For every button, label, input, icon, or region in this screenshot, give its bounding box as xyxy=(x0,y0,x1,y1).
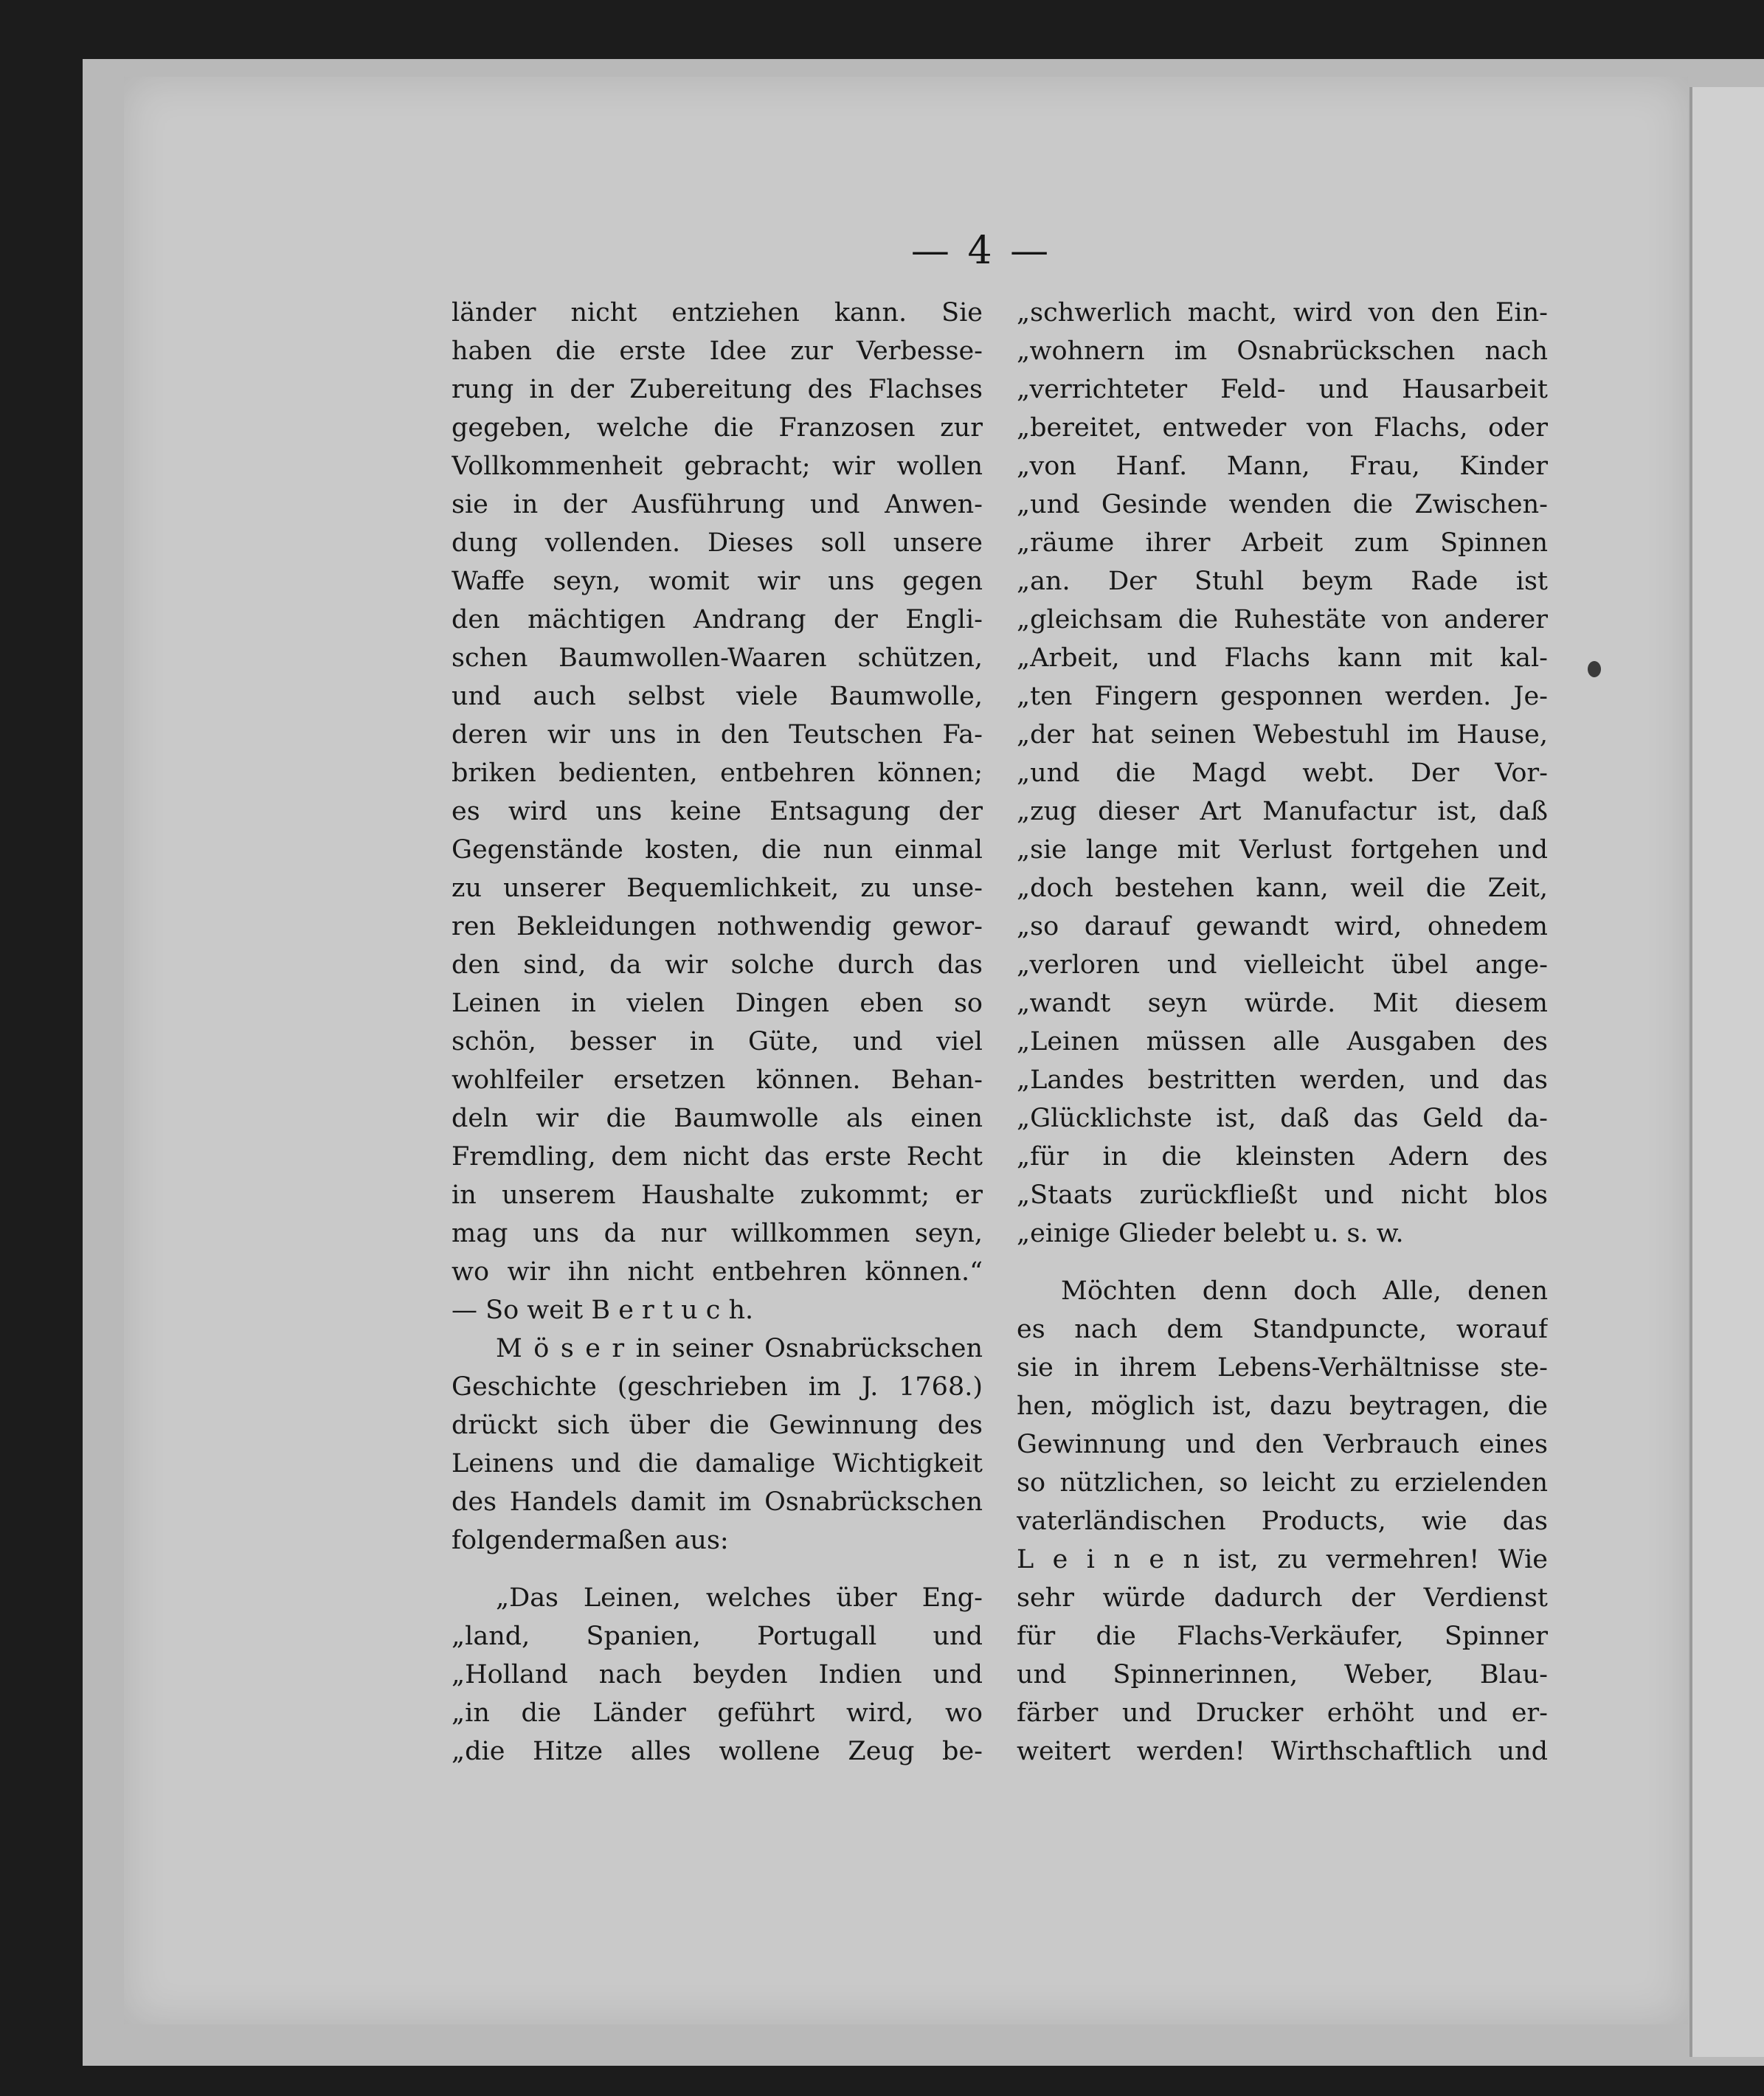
text-line: „Staats zurückfließt und nicht blos xyxy=(1017,1180,1548,1210)
text-line: dung vollenden. Dieses soll unsere xyxy=(452,528,983,558)
text-line: „einige Glieder belebt u. s. w. xyxy=(1017,1219,1404,1248)
text-line: „der hat seinen Webestuhl im Hause, xyxy=(1017,720,1548,750)
text-line: „schwerlich macht, wird von den Ein- xyxy=(1017,298,1548,328)
text-line: für die Flachs-Verkäufer, Spinner xyxy=(1017,1622,1548,1651)
text-line: weitert werden! Wirthschaftlich und xyxy=(1017,1737,1548,1766)
text-line: den mächtigen Andrang der Engli- xyxy=(452,605,983,634)
text-line: „Landes bestritten werden, und das xyxy=(1017,1065,1548,1095)
text-line: „Holland nach beyden Indien und xyxy=(452,1660,983,1689)
text-line: „gleichsam die Ruhestäte von anderer xyxy=(1017,605,1548,634)
text-line: „ten Fingern gesponnen werden. Je- xyxy=(1017,682,1548,711)
text-line: es nach dem Standpuncte, worauf xyxy=(1017,1315,1548,1344)
text-line: „von Hanf. Mann, Frau, Kinder xyxy=(1017,452,1548,481)
text-line: sie in ihrem Lebens-Verhältnisse ste- xyxy=(1017,1353,1548,1383)
text-line: „verrichteter Feld- und Hausarbeit xyxy=(1017,375,1548,404)
text-line: wohlfeiler ersetzen können. Behan- xyxy=(452,1065,983,1095)
text-line: folgendermaßen aus: xyxy=(452,1526,729,1555)
text-line: „räume ihrer Arbeit zum Spinnen xyxy=(1017,528,1548,558)
text-line: länder nicht entziehen kann. Sie xyxy=(452,298,983,328)
text-line: rung in der Zubereitung des Flachses xyxy=(452,375,983,404)
text-line: deren wir uns in den Teutschen Fa- xyxy=(452,720,983,750)
text-line: des Handels damit im Osnabrückschen xyxy=(452,1487,983,1517)
text-line: L e i n e n ist, zu vermehren! Wie xyxy=(1017,1545,1548,1574)
text-line: „bereitet, entweder von Flachs, oder xyxy=(1017,413,1548,443)
text-line: „und die Magd webt. Der Vor- xyxy=(1017,758,1548,788)
text-line: sie in der Ausführung und Anwen- xyxy=(452,490,983,519)
text-line: „wandt seyn würde. Mit diesem xyxy=(1017,989,1548,1018)
text-line: es wird uns keine Entsagung der xyxy=(452,797,983,826)
text-line: „Arbeit, und Flachs kann mit kal- xyxy=(1017,643,1548,673)
right-text-column xyxy=(1017,294,1548,1880)
text-line: haben die erste Idee zur Verbesse- xyxy=(452,336,983,366)
text-line: drückt sich über die Gewinnung des xyxy=(452,1411,983,1440)
text-line: Waffe seyn, womit wir uns gegen xyxy=(452,567,983,596)
text-line: und Spinnerinnen, Weber, Blau- xyxy=(1017,1660,1548,1689)
text-line: gegeben, welche die Franzosen zur xyxy=(452,413,983,443)
text-line: mag uns da nur willkommen seyn, xyxy=(452,1219,983,1248)
text-line: hen, möglich ist, dazu beytragen, die xyxy=(1017,1391,1548,1421)
text-line: „Leinen müssen alle Ausgaben des xyxy=(1017,1027,1548,1056)
text-line: „zug dieser Art Manufactur ist, daß xyxy=(1017,797,1548,826)
text-line: Leinens und die damalige Wichtigkeit xyxy=(452,1449,983,1478)
text-line: „wohnern im Osnabrückschen nach xyxy=(1017,336,1548,366)
text-line: „und Gesinde wenden die Zwischen- xyxy=(1017,490,1548,519)
text-line: schen Baumwollen-Waaren schützen, xyxy=(452,643,983,673)
text-line: Gegenstände kosten, die nun einmal xyxy=(452,835,983,865)
text-line: briken bedienten, entbehren können; xyxy=(452,758,983,788)
text-line: „sie lange mit Verlust fortgehen und xyxy=(1017,835,1548,865)
text-line: und auch selbst viele Baumwolle, xyxy=(452,682,983,711)
text-line: wo wir ihn nicht entbehren können.“ xyxy=(452,1257,983,1287)
text-line: vaterländischen Products, wie das xyxy=(1017,1507,1548,1536)
text-line: Möchten denn doch Alle, denen xyxy=(1061,1276,1548,1306)
text-line: „in die Länder geführt wird, wo xyxy=(452,1698,983,1728)
text-line: den sind, da wir solche durch das xyxy=(452,950,983,980)
text-line: „die Hitze alles wollene Zeug be- xyxy=(452,1737,983,1766)
left-text-column xyxy=(452,294,983,1880)
text-line: in unserem Haushalte zukommt; er xyxy=(452,1180,983,1210)
text-line: „land, Spanien, Portugall und xyxy=(452,1622,983,1651)
text-line: — So weit B e r t u c h. xyxy=(452,1296,754,1325)
text-line: so nützlichen, so leicht zu erzielenden xyxy=(1017,1468,1548,1498)
text-line: „doch bestehen kann, weil die Zeit, xyxy=(1017,874,1548,903)
text-line: „verloren und vielleicht übel ange- xyxy=(1017,950,1548,980)
text-line: „an. Der Stuhl beym Rade ist xyxy=(1017,567,1548,596)
text-line: M ö s e r in seiner Osnabrückschen xyxy=(496,1334,983,1363)
text-line: deln wir die Baumwolle als einen xyxy=(452,1104,983,1133)
text-line: schön, besser in Güte, und viel xyxy=(452,1027,983,1056)
text-line: „für in die kleinsten Adern des xyxy=(1017,1142,1548,1172)
text-line: „Glücklichste ist, daß das Geld da- xyxy=(1017,1104,1548,1133)
text-line: sehr würde dadurch der Verdienst xyxy=(1017,1583,1548,1613)
page-edge xyxy=(1689,87,1764,2057)
text-line: Vollkommenheit gebracht; wir wollen xyxy=(452,452,983,481)
ink-spot xyxy=(1588,661,1601,677)
text-line: Leinen in vielen Dingen eben so xyxy=(452,989,983,1018)
text-line: „so darauf gewandt wird, ohnedem xyxy=(1017,912,1548,941)
text-line: zu unserer Bequemlichkeit, zu unse- xyxy=(452,874,983,903)
text-line: Gewinnung und den Verbrauch eines xyxy=(1017,1430,1548,1459)
text-line: „Das Leinen, welches über Eng- xyxy=(496,1583,983,1613)
page-number: — 4 — xyxy=(910,229,1052,273)
text-line: Fremdling, dem nicht das erste Recht xyxy=(452,1142,983,1172)
text-line: färber und Drucker erhöht und er- xyxy=(1017,1698,1548,1728)
text-line: Geschichte (geschrieben im J. 1768.) xyxy=(452,1372,983,1402)
text-line: ren Bekleidungen nothwendig gewor- xyxy=(452,912,983,941)
